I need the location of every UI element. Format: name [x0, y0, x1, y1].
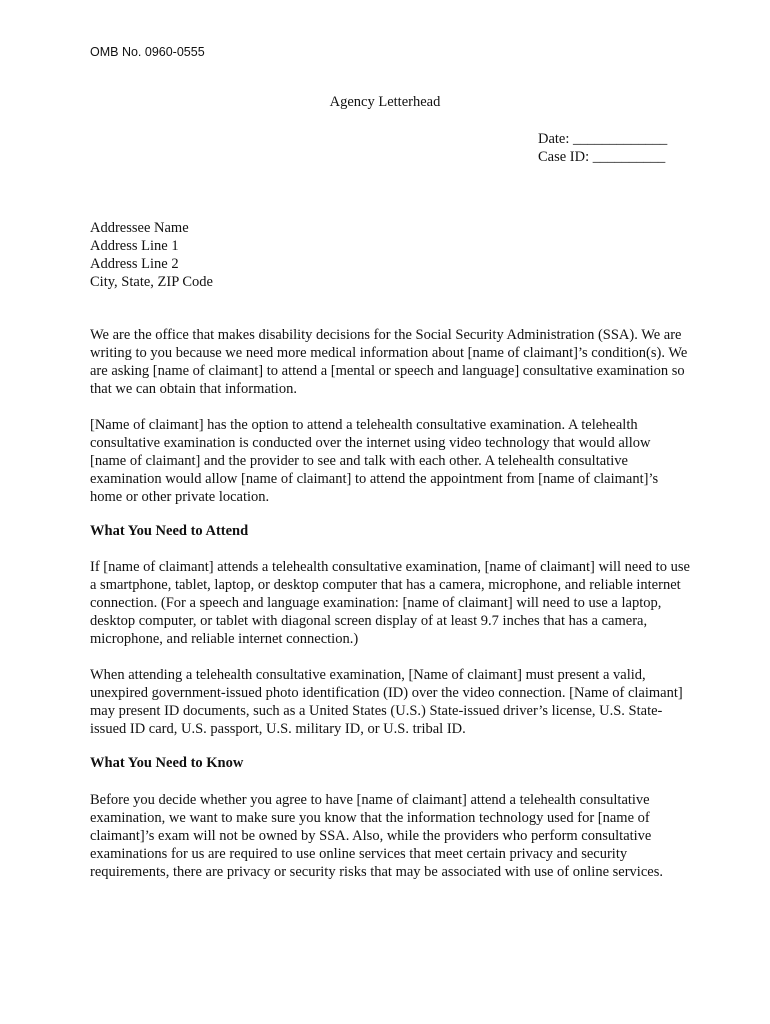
case-id-line: Case ID: __________: [538, 149, 666, 165]
paragraph-text: We are the office that makes disability decisions for the Social Security Administration (SSA). We are writing to you because we need more medical information about [name of claimant]’s condition(s). We are asking [name of claimant] to attend a [mental or speech and language] consultative examination so that we can obtain that information.: [90, 327, 688, 397]
agency-letterhead: Agency Letterhead: [329, 94, 441, 110]
omb-number: OMB No. 0960-0555: [90, 45, 205, 59]
paragraph-text: If [name of claimant] attends a telehealth consultative examination, [name of claimant] will need to use a smartphone, tablet, laptop, or desktop computer that has a camera, microphone, and reliable internet connection. (For a speech and language examination: [name of claimant] will need to use a laptop, desktop computer, or tablet with diagonal screen display of at least 9.7 inches that has a camera, microphone, and reliable internet connection.): [90, 559, 690, 647]
heading-what-you-need-to-know: What You Need to Know: [90, 755, 244, 771]
intro-paragraph: [90, 326, 690, 398]
city-state-zip: City, State, ZIP Code: [90, 274, 213, 290]
address-line-1: Address Line 1: [90, 238, 179, 254]
date-line: Date: _____________: [538, 131, 668, 147]
identification-paragraph: [90, 666, 690, 738]
paragraph-text: When attending a telehealth consultative examination, [Name of claimant] must present a valid, unexpired government-issued photo identification (ID) over the video connection. [Name of claimant] may present ID documents, such as a United States (U.S.) State-issued driver’s license, U.S. State-issued ID card, U.S. passport, U.S. military ID, or U.S. tribal ID.: [90, 667, 683, 737]
addressee-block: [90, 219, 213, 291]
addressee-name: Addressee Name: [90, 220, 189, 236]
equipment-paragraph: [90, 558, 690, 648]
heading-what-you-need-to-attend: What You Need to Attend: [90, 523, 249, 539]
privacy-paragraph: [90, 791, 690, 881]
address-line-2: Address Line 2: [90, 256, 179, 272]
paragraph-text: [Name of claimant] has the option to attend a telehealth consultative examination. A telehealth consultative examination is conducted over the internet using video technology that would allow [name of claimant] and the provider to see and talk with each other. A telehealth consultative examination would allow [name of claimant] to attend the appointment from [name of claimant]’s home or other private location.: [90, 417, 659, 505]
telehealth-option-paragraph: [90, 416, 690, 506]
date-case-block: [538, 130, 667, 166]
paragraph-text: Before you decide whether you agree to have [name of claimant] attend a telehealth consultative examination, we want to make sure you know that the information technology used for [name of claimant]’s exam will not be owned by SSA. Also, while the providers who perform consultative examinations for us are required to use online services that meet certain privacy and security requirements, there are privacy or security risks that may be associated with use of online services.: [90, 792, 663, 880]
